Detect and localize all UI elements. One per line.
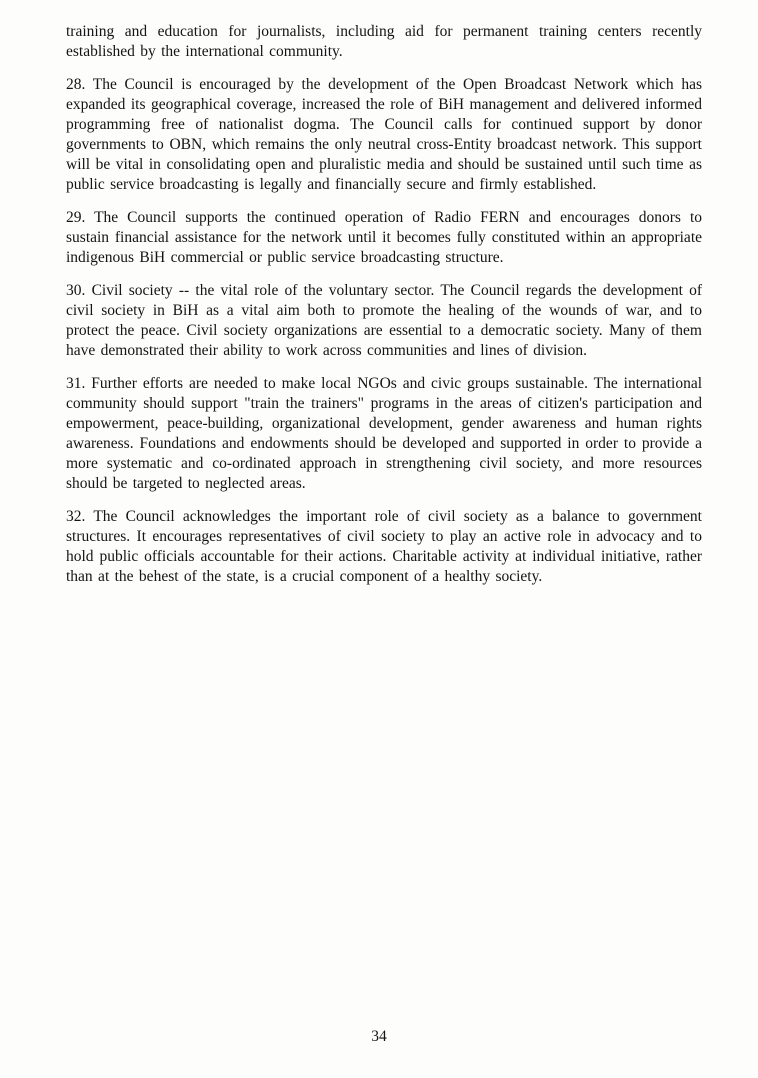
paragraph-29: 29. The Council supports the continued operation of Radio FERN and encourages donors to sustain financial assistance for the network until it becomes fully constituted within an appropriate indigenous BiH commercial or public service broadcasting structure.: [66, 209, 702, 266]
paragraph-continuation: training and education for journalists, including aid for permanent training centers recently established by the international community.: [66, 23, 702, 60]
document-body: [66, 22, 702, 600]
page-number: 34: [371, 1028, 387, 1045]
paragraph-31: 31. Further efforts are needed to make local NGOs and civic groups sustainable. The international community should support "train the trainers" programs in the areas of citizen's participation and empowerment, peace-building, organizational development, gender awareness and human rights awareness. Foundations and endowments should be developed and supported in order to provide a more systematic and co-ordinated approach in strengthening civil society, and more resources should be targeted to neglected areas.: [66, 375, 702, 492]
paragraph-28: 28. The Council is encouraged by the development of the Open Broadcast Network which has expanded its geographical coverage, increased the role of BiH management and delivered informed programming free of nationalist dogma. The Council calls for continued support by donor governments to OBN, which remains the only neutral cross-Entity broadcast network. This support will be vital in consolidating open and pluralistic media and should be sustained until such time as public service broadcasting is legally and financially secure and firmly established.: [66, 76, 702, 193]
paragraph-30: 30. Civil society -- the vital role of the voluntary sector. The Council regards the development of civil society in BiH as a vital aim both to promote the healing of the wounds of war, and to protect the peace. Civil society organizations are essential to a democratic society. Many of them have demonstrated their ability to work across communities and lines of division.: [66, 282, 702, 359]
paragraph-32: 32. The Council acknowledges the important role of civil society as a balance to government structures. It encourages representatives of civil society to play an active role in advocacy and to hold public officials accountable for their actions. Charitable activity at individual initiative, rather than at the behest of the state, is a crucial component of a healthy society.: [66, 508, 702, 585]
